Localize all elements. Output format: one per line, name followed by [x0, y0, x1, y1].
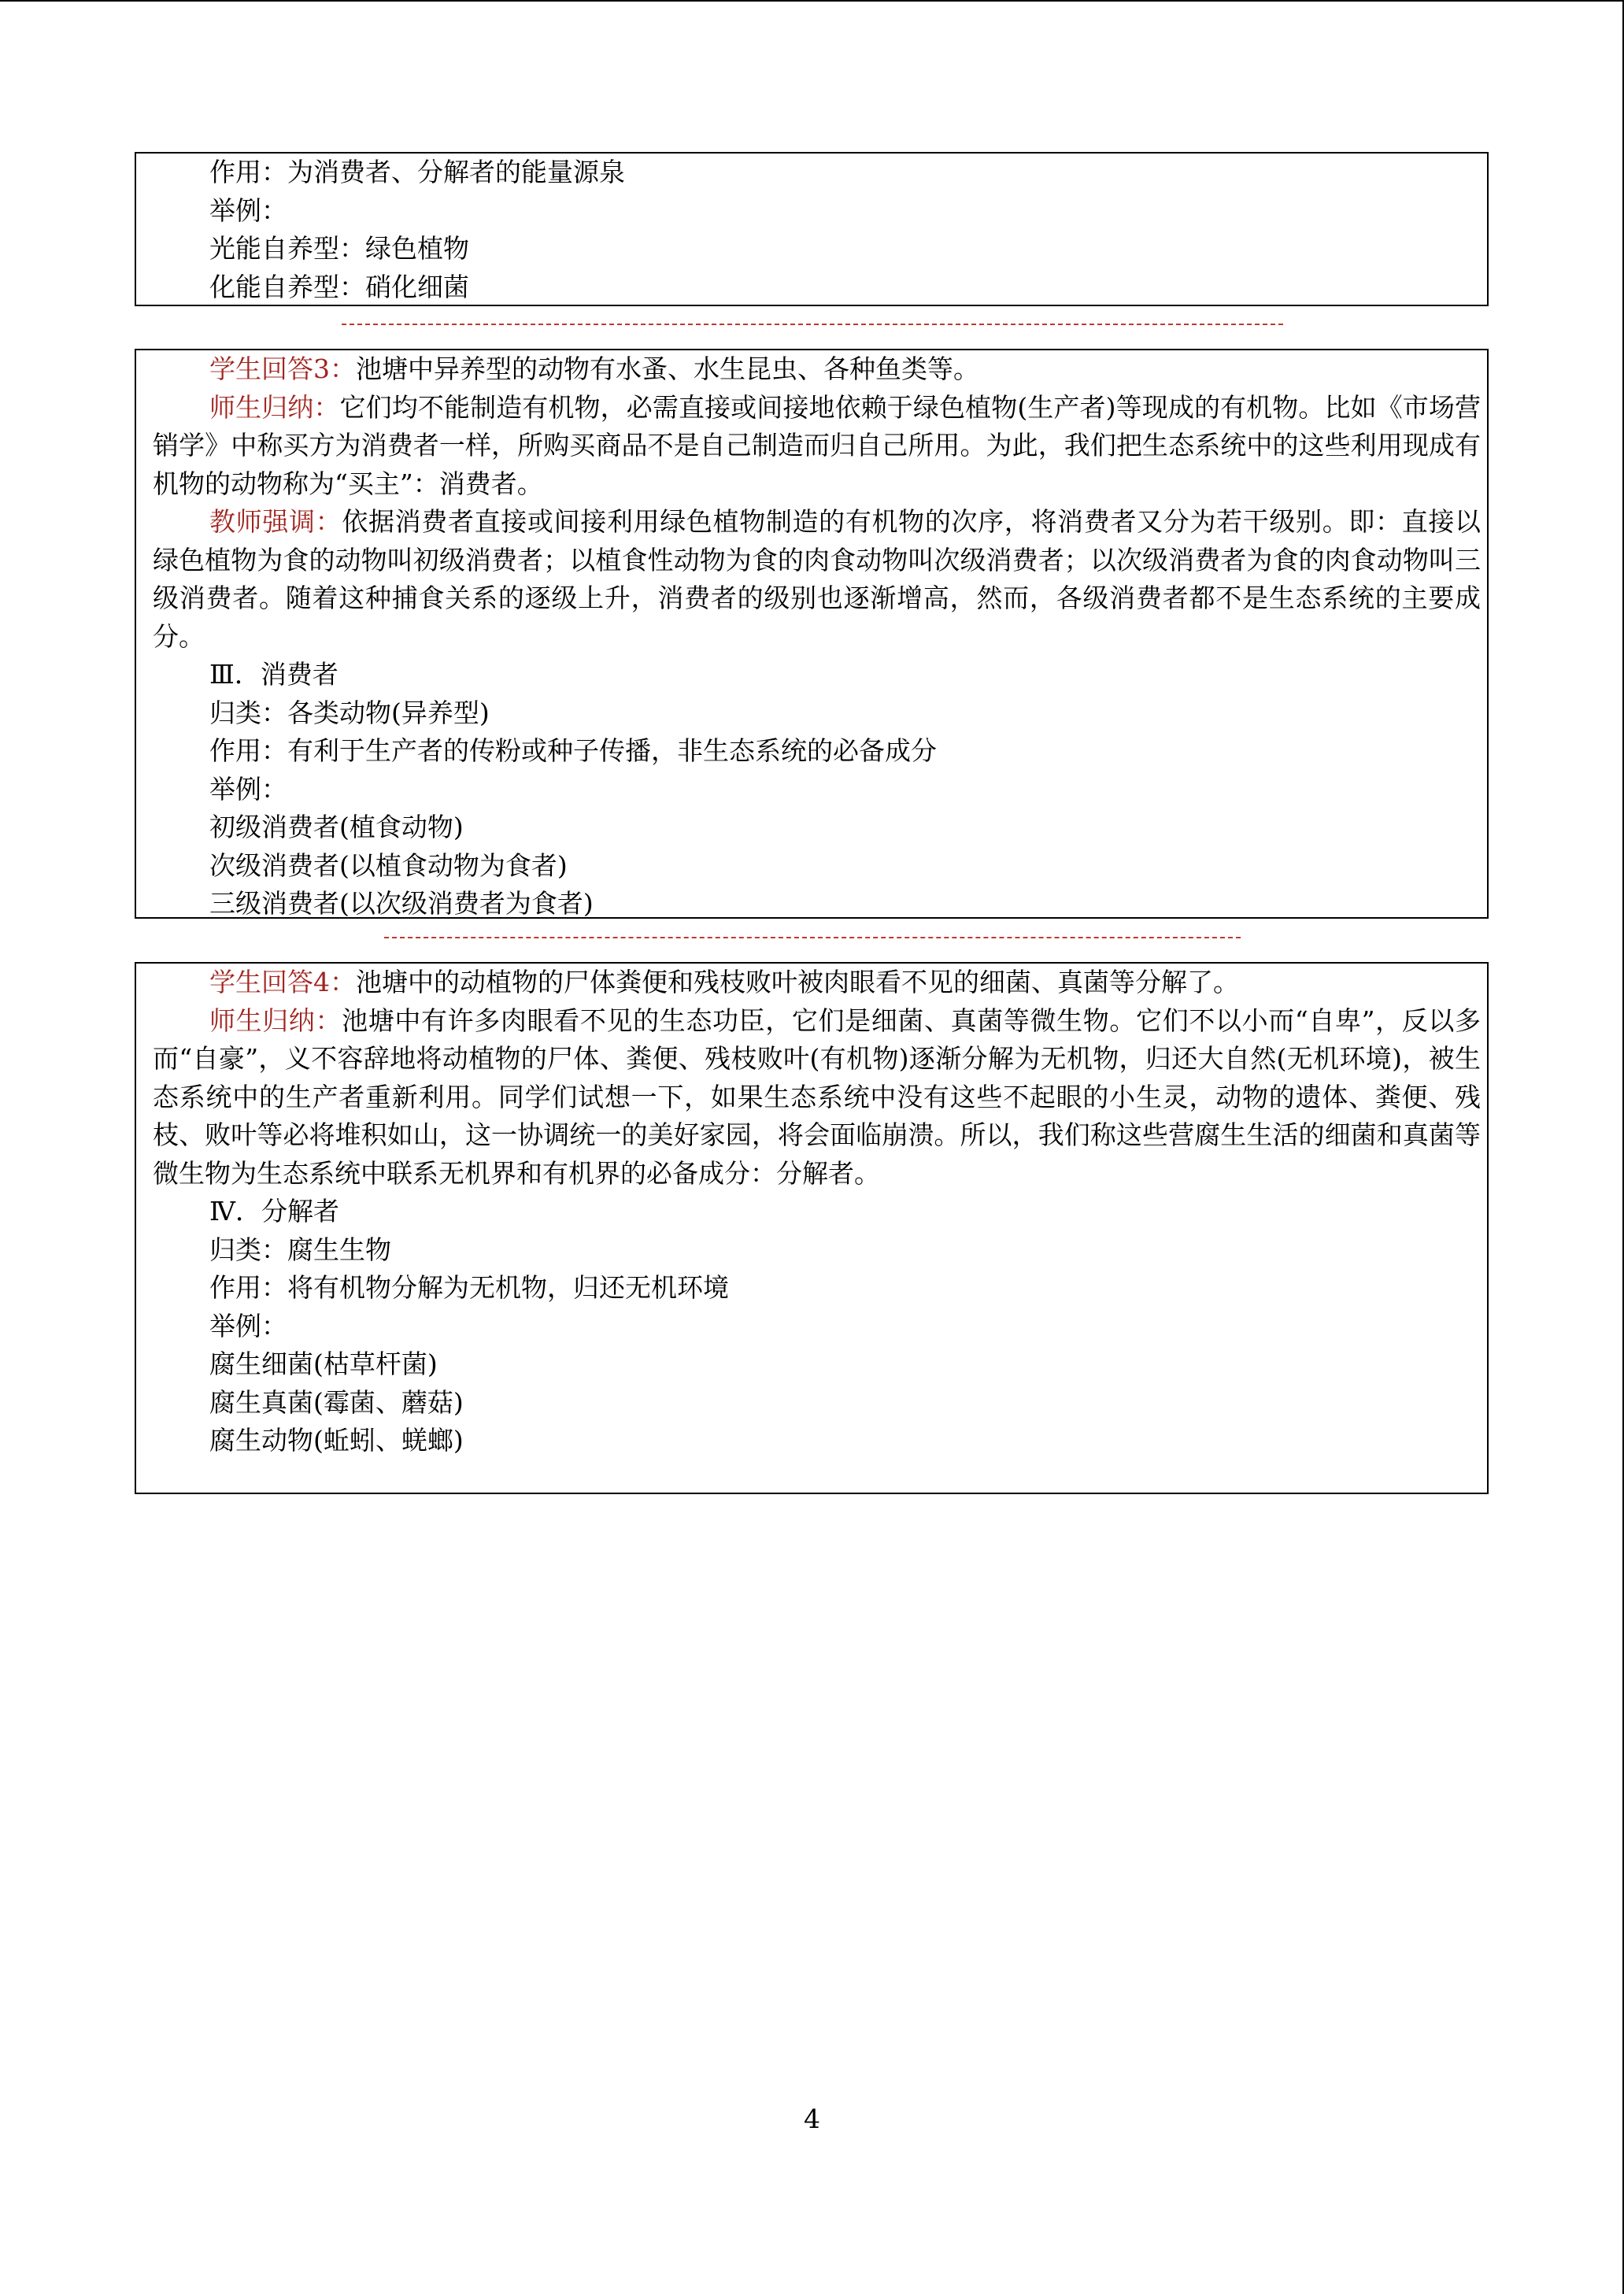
page-top-border [0, 0, 1624, 2]
teacher-emphasis-text: 依据消费者直接或间接利用绿色植物制造的有机物的次序，将消费者又分为若干级别。即：直接以绿色植物为食的动物叫初级消费者；以植食性动物为食的肉食动物叫次级消费者；以次级消费者为食的肉食动物叫三级消费者。随着这种捕食关系的逐级上升，消费者的级别也逐渐增高，然而，各级消费者都不是生态系统的主要成分。 [153, 506, 1482, 652]
summary-consumers-label: 师生归纳： [209, 391, 340, 423]
box1-line-example: 举例： [209, 194, 287, 226]
summary-decomposers [153, 1002, 1481, 1193]
summary-decomposers-label: 师生归纳： [209, 1005, 342, 1036]
decomposer-box [135, 962, 1489, 1494]
consumer-tertiary: 三级消费者(以次级消费者为食者) [209, 888, 594, 919]
page-number: 4 [804, 2103, 820, 2134]
decomposer-heading: Ⅳ．分解者 [209, 1196, 339, 1227]
box1-line-function: 作用：为消费者、分解者的能量源泉 [209, 157, 625, 187]
consumer-example: 举例： [209, 773, 287, 805]
consumer-box [135, 349, 1489, 919]
student-answer-3-text: 池塘中异养型的动物有水蚤、水生昆虫、各种鱼类等。 [356, 353, 979, 384]
teacher-emphasis-label: 教师强调： [209, 506, 342, 537]
decomposer-category: 归类：腐生生物 [209, 1234, 391, 1265]
consumer-heading: Ⅲ．消费者 [209, 659, 338, 690]
decomposer-animals: 腐生动物(蚯蚓、蜣螂) [209, 1425, 464, 1456]
student-answer-4 [153, 964, 1481, 1002]
box1-line-chemoautotroph: 化能自养型：硝化细菌 [209, 271, 469, 302]
decomposer-example: 举例： [209, 1310, 287, 1341]
student-answer-4-label: 学生回答4： [209, 967, 356, 997]
consumer-primary: 初级消费者(植食动物) [209, 812, 464, 842]
student-answer-3 [153, 350, 1481, 389]
student-answer-4-text: 池塘中的动植物的尸体粪便和残枝败叶被肉眼看不见的细菌、真菌等分解了。 [356, 967, 1239, 997]
summary-consumers-text: 它们均不能制造有机物，必需直接或间接地依赖于绿色植物(生产者)等现成的有机物。比如《市场营销学》中称买方为消费者一样，所购买商品不是自己制造而归自己所用。为此，我们把生态系统中的这些利用现成有机物的动物称为“买主”：消费者。 [153, 391, 1482, 499]
consumer-category: 归类：各类动物(异养型) [209, 697, 490, 728]
decomposer-function: 作用：将有机物分解为无机物，归还无机环境 [209, 1272, 729, 1303]
consumer-function: 作用：有利于生产者的传粉或种子传播，非生态系统的必备成分 [209, 735, 937, 766]
summary-decomposers-text: 池塘中有许多肉眼看不见的生态功臣，它们是细菌、真菌等微生物。它们不以小而“自卑”，反以多而“自豪”，义不容辞地将动植物的尸体、粪便、残枝败叶(有机物)逐渐分解为无机物，归还大自然(无机环境)，被生态系统中的生产者重新利用。同学们试想一下，如果生态系统中没有这些不起眼的小生灵，动物的遗体、粪便、残枝、败叶等必将堆积如山，这一协调统一的美好家园，将会面临崩溃。所以，我们称这些营腐生生活的细菌和真菌等微生物为生态系统中联系无机界和有机界的必备成分：分解者。 [153, 1005, 1481, 1189]
decomposer-bacteria: 腐生细菌(枯草杆菌) [209, 1349, 438, 1379]
consumer-secondary: 次级消费者(以植食动物为食者) [209, 849, 568, 881]
teacher-emphasis [153, 503, 1481, 656]
separator-1 [342, 324, 1283, 325]
box1-line-photoautotroph: 光能自养型：绿色植物 [209, 233, 469, 264]
student-answer-3-label: 学生回答3： [209, 353, 356, 384]
producer-box [135, 152, 1489, 306]
separator-2 [384, 937, 1241, 938]
summary-consumers [153, 389, 1481, 504]
decomposer-fungi: 腐生真菌(霉菌、蘑菇) [209, 1386, 464, 1418]
